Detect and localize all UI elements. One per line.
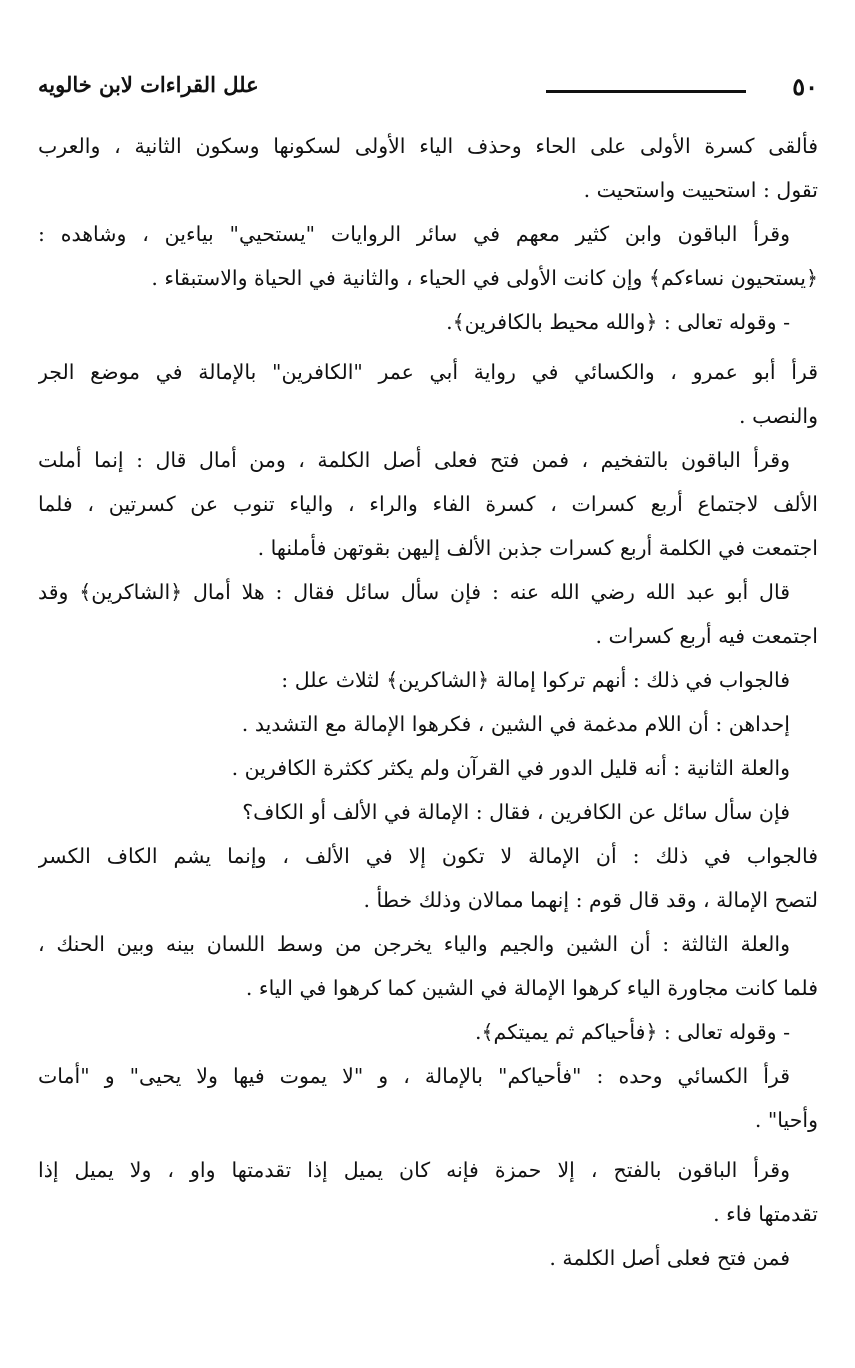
text-line: والعلة الثالثة : أن الشين والجيم والياء يخرجن من وسط اللسان بينه وبين الحنك ، bbox=[38, 932, 790, 956]
text-line: وقرأ الباقون وابن كثير معهم في سائر الروايات "يستحيي" بياءين ، وشاهده : bbox=[38, 222, 790, 246]
text-line: - وقوله تعالى : ﴿والله محيط بالكافرين﴾. bbox=[446, 310, 790, 334]
running-title: علل القراءات لابن خالويه bbox=[38, 72, 259, 97]
text-line: وأحيا" . bbox=[754, 1108, 818, 1132]
text-line: الألف لاجتماع أربع كسرات ، كسرة الفاء والراء ، والياء تنوب عن كسرتين ، فلما bbox=[38, 492, 818, 516]
page-number: ٥٠ bbox=[792, 72, 818, 101]
text-line: وقرأ الباقون بالتفخيم ، فمن فتح فعلى أصل الكلمة ، ومن أمال قال : إنما أملت bbox=[38, 448, 790, 472]
text-line: فالجواب في ذلك : أن الإمالة لا تكون إلا في الألف ، وإنما يشم الكاف الكسر bbox=[38, 844, 818, 868]
text-line: تقول : استحييت واستحيت . bbox=[583, 178, 818, 202]
text-line: وقرأ الباقون بالفتح ، إلا حمزة فإنه كان يميل إذا تقدمتها واو ، ولا يميل إذا bbox=[38, 1158, 790, 1182]
page-text bbox=[38, 124, 818, 1280]
text-line: اجتمعت في الكلمة أربع كسرات جذبن الألف إليهن بقوتهن فأملنها . bbox=[257, 536, 818, 560]
page-header bbox=[38, 68, 818, 108]
text-line: تقدمتها فاء . bbox=[713, 1202, 818, 1226]
text-line: قرأ أبو عمرو ، والكسائي في رواية أبي عمر "الكافرين" بالإمالة في موضع الجر bbox=[38, 360, 818, 384]
text-line: إحداهن : أن اللام مدغمة في الشين ، فكرهوا الإمالة مع التشديد . bbox=[241, 712, 790, 736]
text-line: فإن سأل سائل عن الكافرين ، فقال : الإمالة في الألف أو الكاف؟ bbox=[242, 800, 790, 824]
text-line: فلما كانت مجاورة الياء كرهوا الإمالة في الشين كما كرهوا في الياء . bbox=[245, 976, 818, 1000]
text-line: قال أبو عبد الله رضي الله عنه : فإن سأل سائل فقال : هلا أمال ﴿الشاكرين﴾ وقد bbox=[38, 580, 790, 604]
text-line: - وقوله تعالى : ﴿فأحياكم ثم يميتكم﴾. bbox=[475, 1020, 790, 1044]
text-line: فألقى كسرة الأولى على الحاء وحذف الياء الأولى لسكونها وسكون الثانية ، والعرب bbox=[38, 134, 818, 158]
text-line: قرأ الكسائي وحده : "فأحياكم" بالإمالة ، و "لا يموت فيها ولا يحيى" و "أمات bbox=[38, 1064, 790, 1088]
text-line: والنصب . bbox=[739, 404, 818, 428]
text-line: فالجواب في ذلك : أنهم تركوا إمالة ﴿الشاكرين﴾ لثلاث علل : bbox=[281, 668, 790, 692]
text-line: لتصح الإمالة ، وقد قال قوم : إنهما ممالان وذلك خطأ . bbox=[363, 888, 818, 912]
text-line: اجتمعت فيه أربع كسرات . bbox=[595, 624, 818, 648]
text-line: فمن فتح فعلى أصل الكلمة . bbox=[549, 1246, 790, 1270]
text-line: والعلة الثانية : أنه قليل الدور في القرآن ولم يكثر ككثرة الكافرين . bbox=[231, 756, 790, 780]
text-line: ﴿يستحيون نساءكم﴾ وإن كانت الأولى في الحياء ، والثانية في الحياة والاستبقاء . bbox=[151, 266, 818, 290]
header-rule bbox=[546, 90, 746, 93]
